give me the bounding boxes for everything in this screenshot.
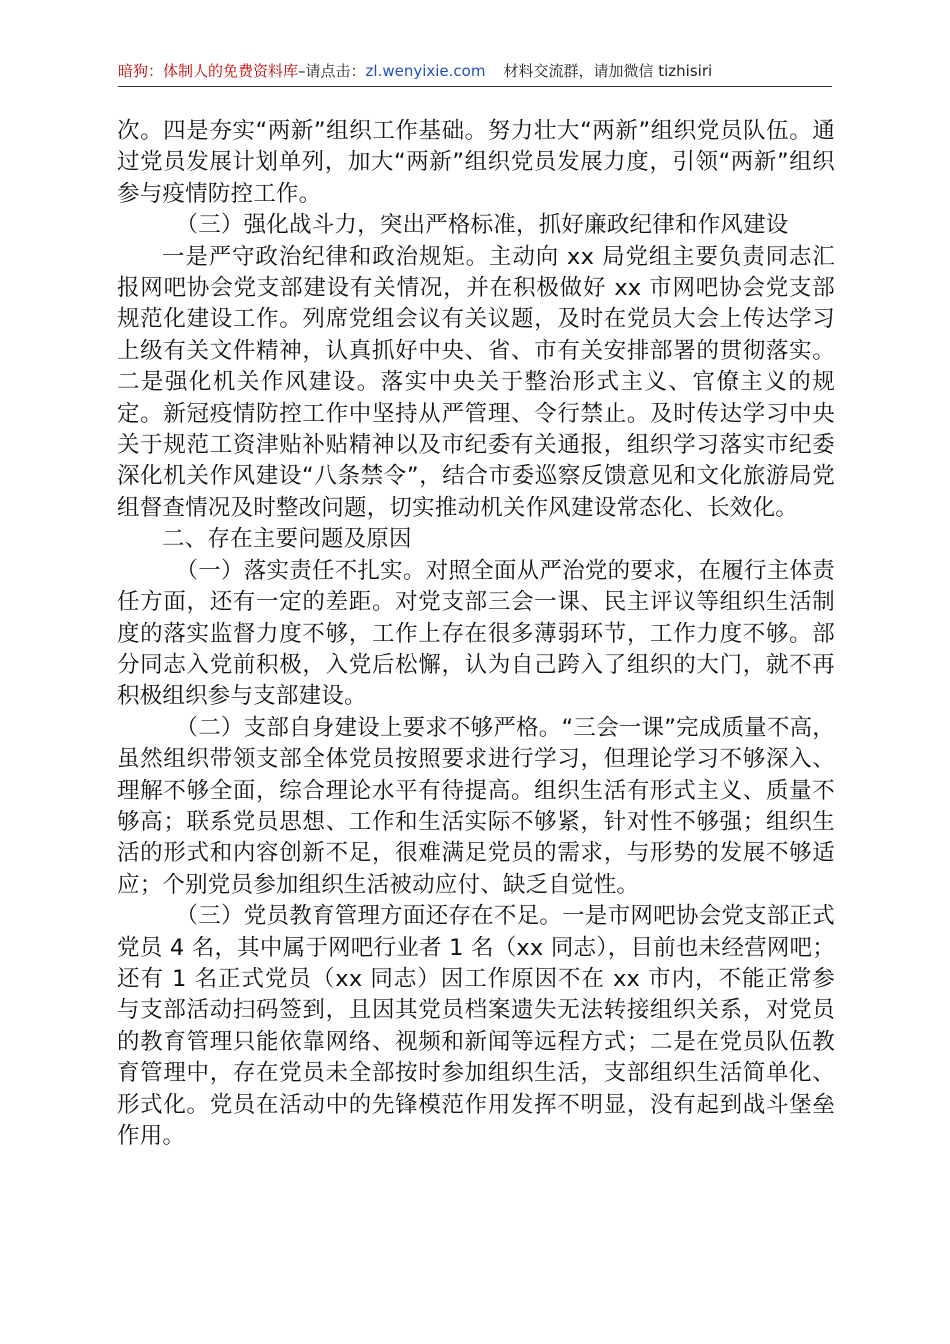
paragraph-problem-1: （一）落实责任不扎实。对照全面从严治党的要求，在履行主体责任方面，还有一定的差距。对党支部三会一课、民主评议等组织生活制度的落实监督力度不够，工作上存在很多薄弱环节，工作力度不够。部分同志入党前积极，入党后松懈，认为自己跨入了组织的大门，就不再积极组织参与支部建设。 [117, 557, 835, 710]
subheading-3: （三）强化战斗力，突出严格标准，抓好廉政纪律和作风建设 [175, 212, 789, 239]
paragraph-problem-3: （三）党员教育管理方面还存在不足。一是市网吧协会党支部正式党员 4 名，其中属于网吧行业者 1 名（xx 同志），目前也未经营网吧；还有 1 名正式党员（xx 同志）因工作原因不在 xx 市内，不能正常参与支部活动扫码签到，且因其党员档案遗失无法转接组织关系，对党员的教育管理只能依靠网络、视频和新闻等远程方式；二是在党员队伍教育管理中，存在党员未全部按时参加组织生活，支部组织生活简单化、形式化。党员在活动中的先锋模范作用发挥不明显，没有起到战斗堡垒作用。 [117, 903, 835, 1149]
header-wechat-note: 材料交流群，请加微信 tizhisiri [503, 62, 713, 80]
page-header [118, 60, 832, 87]
paragraph-discipline: 一是严守政治纪律和政治规矩。主动向 xx 局党组主要负责同志汇报网吧协会党支部建设有关情况，并在积极做好 xx 市网吧协会党支部规范化建设工作。列席党组会议有关议题，及时在党员大会上传达学习上级有关文件精神，认真抓好中央、省、市有关安排部署的贯彻落实。二是强化机关作风建设。落实中央关于整治形式主义、官僚主义的规定。新冠疫情防控工作中坚持从严管理、令行禁止。及时传达学习中央关于规范工资津贴补贴精神以及市纪委有关通报，组织学习落实市纪委深化机关作风建设“八条禁令”，结合市委巡察反馈意见和文化旅游局党组督查情况及时整改问题，切实推动机关作风建设常态化、长效化。 [117, 243, 835, 521]
section-heading-problems: 二、存在主要问题及原因 [162, 526, 412, 553]
paragraph-continuation: 次。四是夯实“两新”组织工作基础。努力壮大“两新”组织党员队伍。通过党员发展计划单列，加大“两新”组织党员发展力度，引领“两新”组织参与疫情防控工作。 [117, 118, 835, 207]
paragraph-problem-2: （二）支部自身建设上要求不够严格。“三会一课”完成质量不高，虽然组织带领支部全体党员按照要求进行学习，但理论学习不够深入、理解不够全面，综合理论水平有待提高。组织生活有形式主义、质量不够高；联系党员思想、工作和生活实际不够紧，针对性不够强；组织生活的形式和内容创新不足，很难满足党员的需求，与形势的发展不够适应；个别党员参加组织生活被动应付、缺乏自觉性。 [117, 714, 835, 898]
document-body [117, 116, 835, 1152]
header-brand: 暗狗：体制人的免费资料库 [118, 62, 299, 80]
header-click-prompt: –请点击： [298, 62, 366, 80]
header-url-link[interactable]: zl.wenyixie.com [365, 62, 486, 80]
